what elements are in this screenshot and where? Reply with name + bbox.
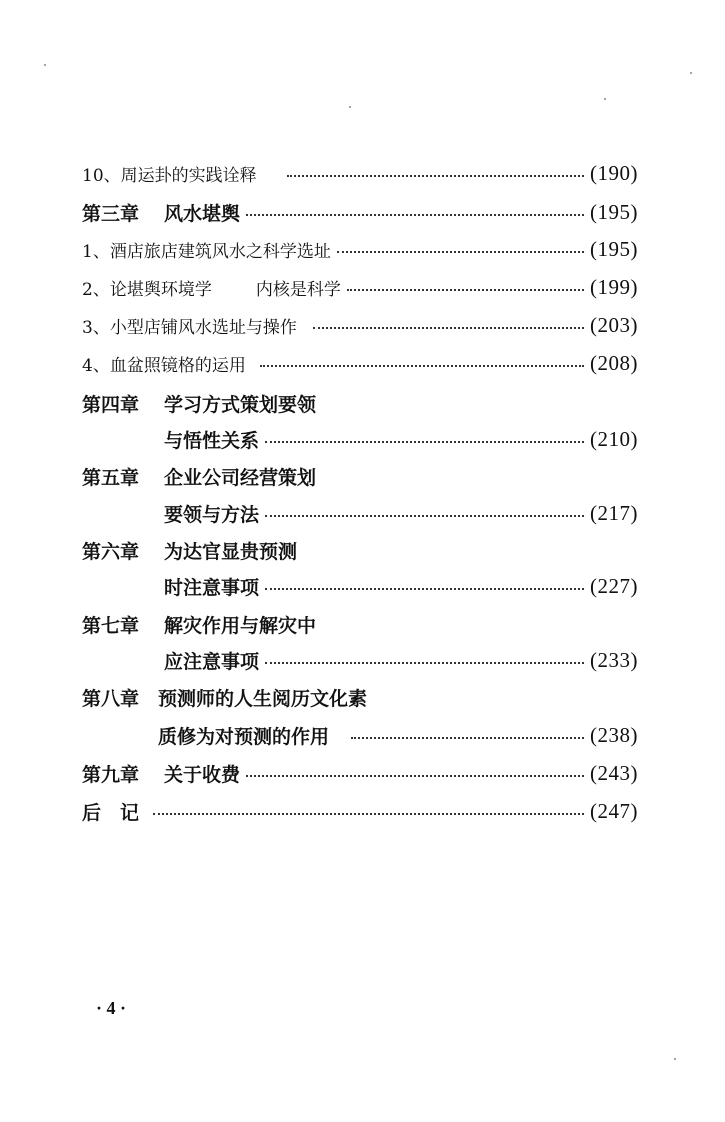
scan-speck bbox=[604, 98, 606, 100]
page-ref: (233) bbox=[590, 647, 638, 672]
dot-leader bbox=[246, 214, 584, 216]
chapter-number: 第三章 bbox=[82, 202, 140, 225]
scan-speck bbox=[44, 64, 46, 66]
chapter-title-cont: 时注意事项 bbox=[164, 576, 260, 599]
chapter-number: 第九章 bbox=[82, 763, 140, 786]
chapter-title: 预测师的人生阅历文化素 bbox=[158, 687, 368, 710]
chapter-number: 第六章 bbox=[82, 540, 140, 563]
chapter-title-cont: 要领与方法 bbox=[164, 503, 260, 526]
entry-title-cont: 内核是科学 bbox=[255, 279, 341, 300]
toc-afterword bbox=[82, 796, 638, 826]
entry-title: 2、论堪舆环境学 bbox=[82, 279, 212, 300]
chapter-title: 企业公司经营策划 bbox=[164, 466, 317, 489]
chapter-title: 为达官显贵预测 bbox=[164, 540, 298, 563]
chapter-title-cont: 质修为对预测的作用 bbox=[158, 725, 330, 748]
dot-leader bbox=[265, 515, 584, 517]
dot-leader bbox=[287, 175, 584, 177]
toc-chapter bbox=[82, 461, 638, 491]
scan-speck bbox=[349, 106, 351, 108]
dot-leader bbox=[351, 737, 584, 739]
dot-leader bbox=[337, 251, 584, 253]
toc-chapter bbox=[82, 682, 638, 712]
chapter-number: 第四章 bbox=[82, 393, 140, 416]
chapter-title-cont: 与悟性关系 bbox=[164, 429, 260, 452]
afterword-title: 后 记 bbox=[82, 801, 140, 824]
chapter-title: 解灾作用与解灾中 bbox=[164, 614, 317, 637]
chapter-title: 风水堪舆 bbox=[164, 202, 241, 225]
page-ref: (190) bbox=[590, 160, 638, 185]
toc-chapter bbox=[82, 197, 638, 227]
dot-leader bbox=[265, 441, 584, 443]
toc-entry bbox=[82, 234, 638, 264]
dot-leader bbox=[265, 662, 584, 664]
page-ref: (203) bbox=[590, 312, 638, 337]
chapter-title-cont: 应注意事项 bbox=[164, 650, 260, 673]
chapter-title: 关于收费 bbox=[164, 763, 241, 786]
chapter-title: 学习方式策划要领 bbox=[164, 393, 317, 416]
chapter-number: 第七章 bbox=[82, 614, 140, 637]
toc-entry bbox=[82, 310, 638, 340]
entry-title: 3、小型店铺风水选址与操作 bbox=[82, 317, 297, 338]
entry-title: 10、周运卦的实践诠释 bbox=[82, 165, 257, 186]
dot-leader bbox=[313, 327, 584, 329]
page-ref: (247) bbox=[590, 798, 638, 823]
scan-speck bbox=[690, 72, 692, 74]
chapter-number: 第八章 bbox=[82, 687, 140, 710]
toc-chapter-cont bbox=[82, 424, 638, 454]
page-ref: (195) bbox=[590, 236, 638, 261]
toc-chapter-cont bbox=[82, 645, 638, 675]
page-ref: (210) bbox=[590, 426, 638, 451]
chapter-number: 第五章 bbox=[82, 466, 140, 489]
toc-chapter-cont bbox=[82, 498, 638, 528]
toc-chapter-cont bbox=[82, 720, 638, 750]
toc-chapter bbox=[82, 609, 638, 639]
toc-entry bbox=[82, 158, 638, 188]
page-ref: (227) bbox=[590, 573, 638, 598]
dot-leader bbox=[265, 588, 584, 590]
dot-leader bbox=[153, 813, 584, 815]
page-number: · 4 · bbox=[96, 998, 127, 1018]
toc-chapter-cont bbox=[82, 571, 638, 601]
page-ref: (217) bbox=[590, 500, 638, 525]
page-ref: (195) bbox=[590, 199, 638, 224]
toc-chapter bbox=[82, 388, 638, 418]
entry-title: 1、酒店旅店建筑风水之科学选址 bbox=[82, 241, 331, 262]
page-ref: (199) bbox=[590, 274, 638, 299]
page-ref: (208) bbox=[590, 350, 638, 375]
scan-speck bbox=[674, 1058, 676, 1060]
toc-entry bbox=[82, 272, 638, 302]
page-ref: (243) bbox=[590, 760, 638, 785]
entry-title: 4、血盆照镜格的运用 bbox=[82, 355, 246, 376]
dot-leader bbox=[246, 775, 584, 777]
dot-leader bbox=[260, 365, 584, 367]
toc-chapter bbox=[82, 758, 638, 788]
dot-leader bbox=[347, 289, 584, 291]
toc-entry bbox=[82, 348, 638, 378]
page-ref: (238) bbox=[590, 722, 638, 747]
toc-chapter bbox=[82, 535, 638, 565]
